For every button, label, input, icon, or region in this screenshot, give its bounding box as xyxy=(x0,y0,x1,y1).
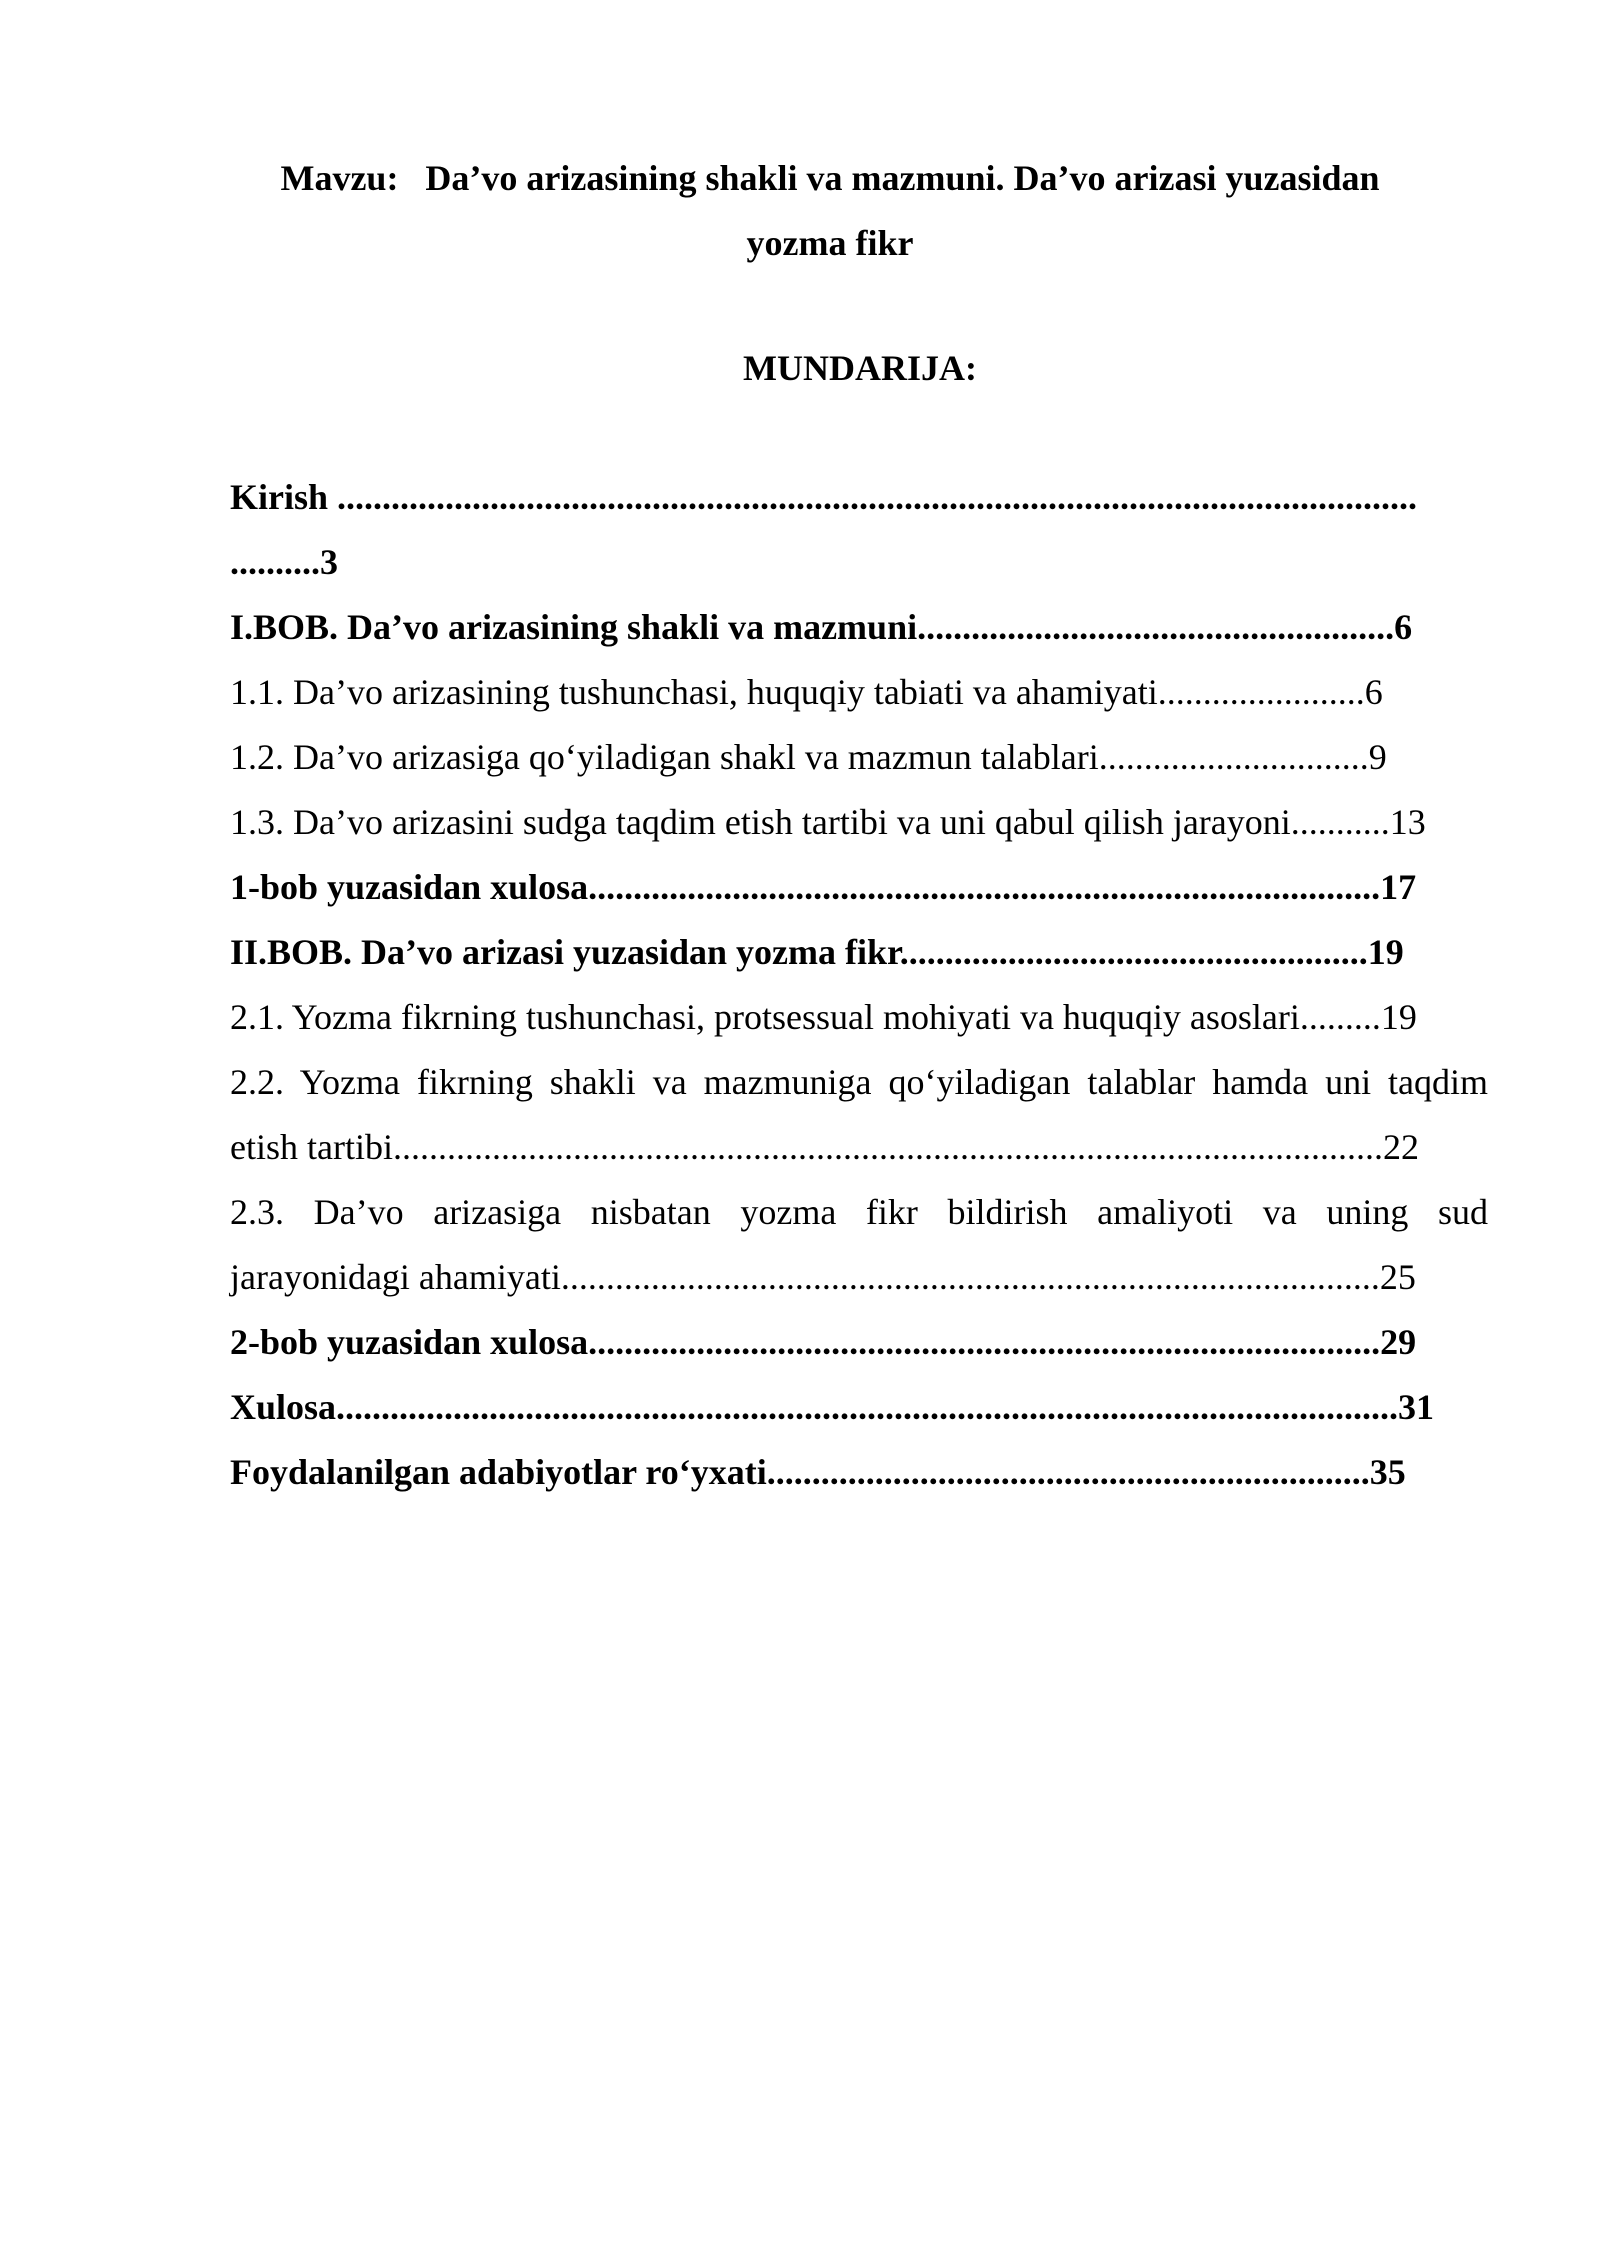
toc-entry-chapter-1-summary: 1-bob yuzasidan xulosa........................................................................................17 xyxy=(230,867,1417,907)
toc-entry-introduction-page: ..........3 xyxy=(230,542,338,582)
toc-entry-section-2-1: 2.1. Yozma fikrning tushunchasi, protsessual mohiyati va huquqiy asoslari.........19 xyxy=(230,997,1417,1037)
toc-entry-conclusion: Xulosa......................................................................................................................31 xyxy=(230,1387,1435,1427)
toc-entry-section-2-2: 2.2. Yozma fikrning shakli va mazmuniga qo‘yiladigan talablar hamda uni taqdim xyxy=(230,1062,1488,1102)
toc-entry-section-2-3-continued: jarayonidagi ahamiyati...........................................................................................25 xyxy=(230,1257,1416,1297)
toc-entry-chapter-2: II.BOB. Da’vo arizasi yuzasidan yozma fikr....................................................19 xyxy=(230,932,1404,972)
toc-entry-chapter-1: I.BOB. Da’vo arizasining shakli va mazmuni.....................................................6 xyxy=(230,607,1413,647)
toc-entry-section-2-2-continued: etish tartibi..............................................................................................................22 xyxy=(230,1127,1419,1167)
document-title: Mavzu: Da’vo arizasining shakli va mazmuni. Da’vo arizasi yuzasidan yozma fikr xyxy=(280,158,1389,263)
toc-entry-chapter-2-summary: 2-bob yuzasidan xulosa........................................................................................29 xyxy=(230,1322,1417,1362)
toc-heading: MUNDARIJA: xyxy=(743,348,977,388)
toc-entry-references: Foydalanilgan adabiyotlar ro‘yxati...................................................................35 xyxy=(230,1452,1406,1492)
toc-entry-section-1-2: 1.2. Da’vo arizasiga qo‘yiladigan shakl va mazmun talablari..............................9 xyxy=(230,737,1387,777)
toc-entry-section-1-3: 1.3. Da’vo arizasini sudga taqdim etish tartibi va uni qabul qilish jarayoni...........13 xyxy=(230,802,1426,842)
toc-entry-section-1-1: 1.1. Da’vo arizasining tushunchasi, huquqiy tabiati va ahamiyati.......................6 xyxy=(230,672,1383,712)
toc-entry-introduction: Kirish ........................................................................................................................ xyxy=(230,477,1418,517)
toc-entry-section-2-3: 2.3. Da’vo arizasiga nisbatan yozma fikr bildirish amaliyoti va uning sud xyxy=(230,1192,1488,1232)
